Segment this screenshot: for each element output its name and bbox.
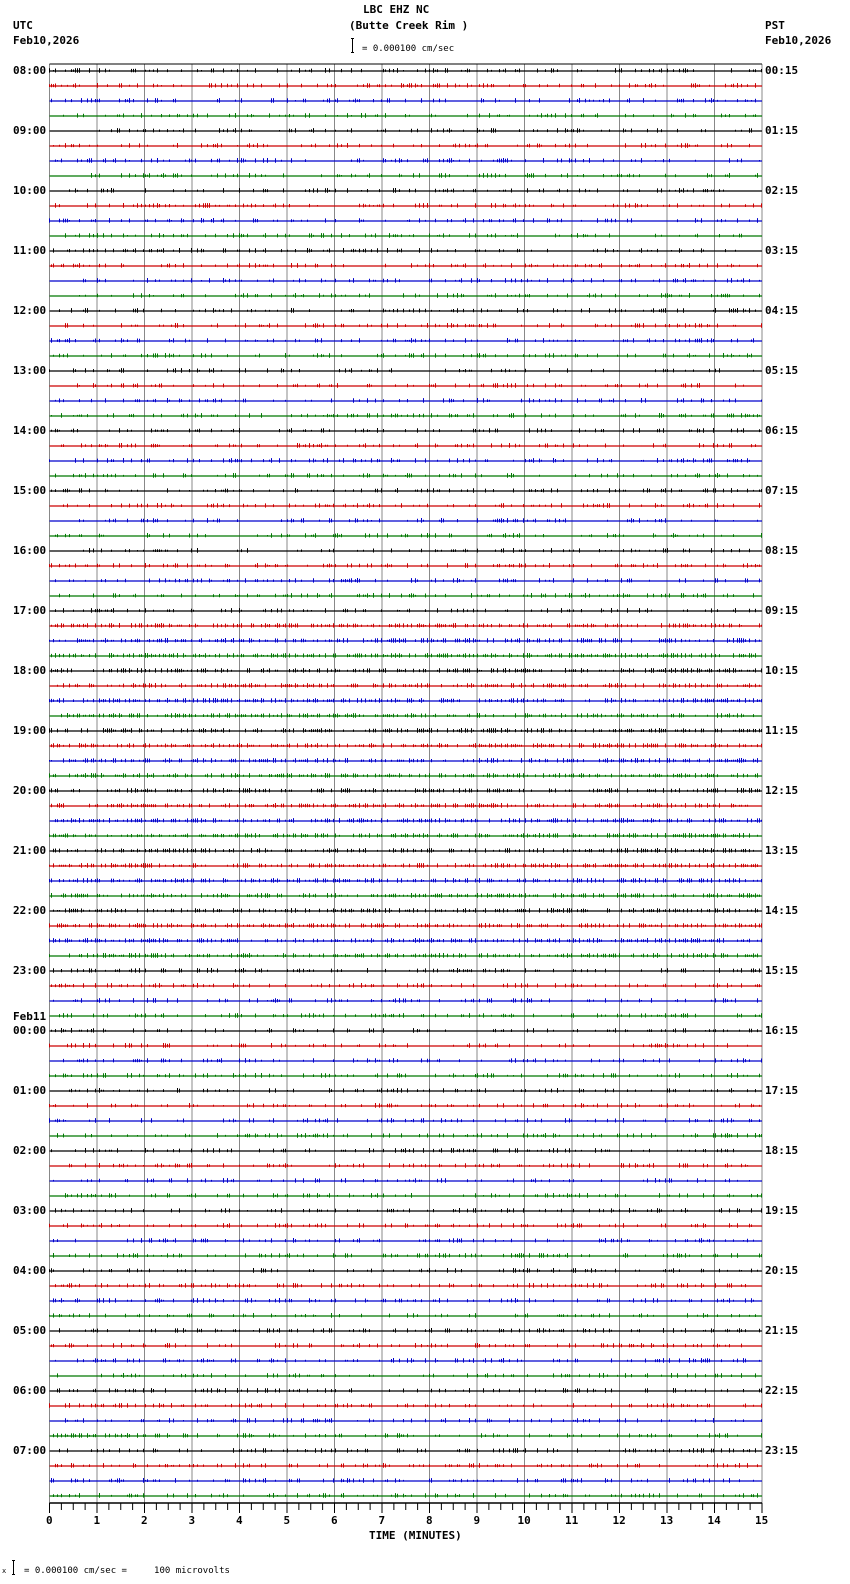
scale-text: = 0.000100 cm/sec xyxy=(362,44,455,54)
utc-hour-label: 13:00 xyxy=(13,364,47,377)
utc-hour-label: 20:00 xyxy=(13,784,47,797)
utc-hour-label: 00:00 xyxy=(13,1024,47,1037)
x-tick-label: 8 xyxy=(426,1514,433,1527)
pst-hour-label: 11:15 xyxy=(765,724,799,737)
utc-hour-label: 18:00 xyxy=(13,664,47,677)
utc-hour-label: 01:00 xyxy=(13,1084,47,1097)
x-tick-label: 6 xyxy=(331,1514,338,1527)
pst-hour-label: 21:15 xyxy=(765,1324,799,1337)
utc-hour-label: 07:00 xyxy=(13,1444,47,1457)
pst-hour-label: 00:15 xyxy=(765,64,799,77)
pst-hour-label: 13:15 xyxy=(765,844,799,857)
pst-hour-label: 15:15 xyxy=(765,964,799,977)
x-tick-label: 0 xyxy=(46,1514,53,1527)
utc-hour-label: 16:00 xyxy=(13,544,47,557)
x-tick-label: 7 xyxy=(378,1514,386,1527)
pst-hour-label: 20:15 xyxy=(765,1264,799,1277)
utc-hour-label: 23:00 xyxy=(13,964,47,977)
utc-hour-label: 11:00 xyxy=(13,244,47,257)
right-date: Feb10,2026 xyxy=(765,34,832,47)
station-title: LBC EHZ NC xyxy=(363,3,430,16)
pst-hour-label: 18:15 xyxy=(765,1144,799,1157)
x-tick-label: 5 xyxy=(283,1514,291,1527)
utc-hour-label: 14:00 xyxy=(13,424,47,437)
left-date: Feb10,2026 xyxy=(13,34,80,47)
pst-hour-label: 07:15 xyxy=(765,484,799,497)
footer-marker: x xyxy=(2,1567,7,1575)
x-tick-label: 10 xyxy=(517,1514,531,1527)
trace-noise xyxy=(54,1433,762,1438)
x-tick-label: 1 xyxy=(93,1514,101,1527)
x-tick-label: 13 xyxy=(660,1514,674,1527)
station-location: (Butte Creek Rim ) xyxy=(349,19,469,32)
utc-hour-label: 06:00 xyxy=(13,1384,47,1397)
x-tick-label: 2 xyxy=(141,1514,148,1527)
footer-scale-text: = 0.000100 cm/sec = 100 microvolts xyxy=(24,1566,230,1576)
utc-hour-label: 22:00 xyxy=(13,904,47,917)
pst-hour-label: 19:15 xyxy=(765,1204,799,1217)
utc-hour-label: 12:00 xyxy=(13,304,47,317)
pst-hour-label: 05:15 xyxy=(765,364,799,377)
pst-hour-label: 06:15 xyxy=(765,424,799,437)
pst-hour-label: 09:15 xyxy=(765,604,799,617)
pst-hour-label: 14:15 xyxy=(765,904,799,917)
utc-hour-label: 05:00 xyxy=(13,1324,47,1337)
x-tick-label: 14 xyxy=(707,1514,721,1527)
x-tick-label: 9 xyxy=(473,1514,481,1527)
footer-scale-bar-icon xyxy=(12,1560,15,1575)
x-tick-label: 3 xyxy=(188,1514,196,1527)
utc-hour-label: 08:00 xyxy=(13,64,47,77)
pst-hour-label: 22:15 xyxy=(765,1384,799,1397)
x-tick-label: 15 xyxy=(755,1514,769,1527)
utc-hour-label: 15:00 xyxy=(13,484,47,497)
utc-hour-label: 04:00 xyxy=(13,1264,47,1277)
pst-hour-label: 10:15 xyxy=(765,664,799,677)
pst-hour-label: 17:15 xyxy=(765,1084,799,1097)
pst-hour-label: 16:15 xyxy=(765,1024,799,1037)
pst-hour-label: 08:15 xyxy=(765,544,799,557)
x-tick-label: 11 xyxy=(565,1514,579,1527)
utc-hour-label: 03:00 xyxy=(13,1204,47,1217)
utc-hour-label: 09:00 xyxy=(13,124,47,137)
day-change-label: Feb11 xyxy=(13,1010,47,1023)
right-timezone: PST xyxy=(765,19,785,32)
utc-hour-label: 17:00 xyxy=(13,604,47,617)
x-tick-label: 12 xyxy=(612,1514,626,1527)
utc-hour-label: 21:00 xyxy=(13,844,47,857)
utc-hour-label: 10:00 xyxy=(13,184,47,197)
x-tick-label: 4 xyxy=(236,1514,243,1527)
utc-hour-label: 02:00 xyxy=(13,1144,47,1157)
pst-hour-label: 02:15 xyxy=(765,184,799,197)
pst-hour-label: 12:15 xyxy=(765,784,799,797)
pst-hour-label: 03:15 xyxy=(765,244,799,257)
utc-hour-label: 19:00 xyxy=(13,724,47,737)
pst-hour-label: 01:15 xyxy=(765,124,799,137)
x-axis-label: TIME (MINUTES) xyxy=(369,1529,462,1542)
left-timezone: UTC xyxy=(13,19,33,32)
pst-hour-label: 04:15 xyxy=(765,304,799,317)
pst-hour-label: 23:15 xyxy=(765,1444,799,1457)
